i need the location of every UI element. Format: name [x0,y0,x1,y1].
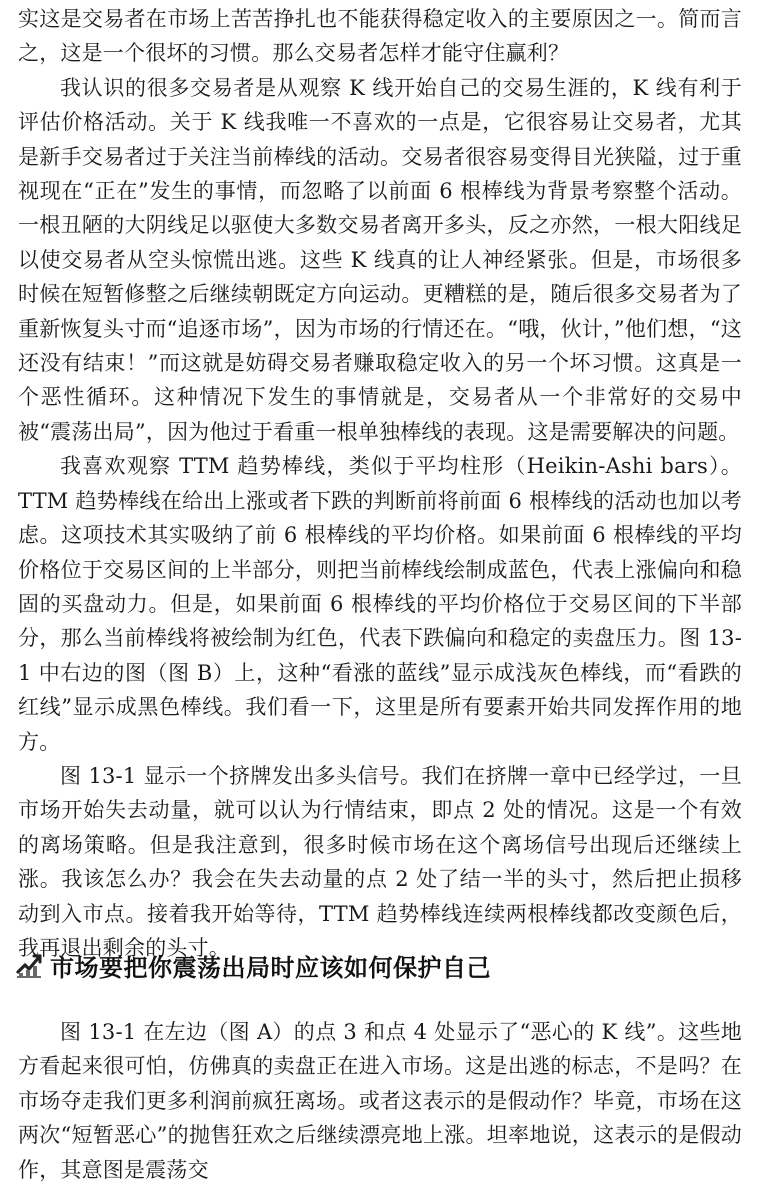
body-text-bottom [18,1015,742,1187]
rising-chart-icon [14,950,44,980]
paragraph-1: 实这是交易者在市场上苦苦挣扎也不能获得稳定收入的主要原因之一。简而言之，这是一个很坏的习惯。那么交易者怎样才能守住赢利？ [18,7,742,66]
paragraph-4: 图 13-1 显示一个挤牌发出多头信号。我们在挤牌一章中已经学过，一旦市场开始失去动量，就可以认为行情结束，即点 2 处的情况。这是一个有效的离场策略。但是我注意到，很多时候市场在这个离场信号出现后还继续上涨。我该怎么办？我会在失去动量的点 2 处了结一半的头寸，然后把止损移动到入市点。接着我开始等待，TTM 趋势棒线连续两根棒线都改变颜色后，我再退出剩余的头寸。 [18,763,742,960]
section-heading [14,945,744,985]
section-title: 市场要把你震荡出局时应该如何保护自己 [50,953,491,982]
body-text-top [18,2,742,965]
paragraph-3: 我喜欢观察 TTM 趋势棒线，类似于平均柱形（Heikin-Ashi bars）。TTM 趋势棒线在给出上涨或者下跌的判断前将前面 6 根棒线的活动也加以考虑。这项技术其实吸纳了前 6 根棒线的平均价格。如果前面 6 根棒线的平均价格位于交易区间的上半部分，则把当前棒线绘制成蓝色，代表上涨偏向和稳固的买盘动力。但是，如果前面 6 根棒线的平均价格位于交易区间的下半部分，那么当前棒线将被绘制为红色，代表下跌偏向和稳定的卖盘压力。图 13-1 中右边的图（图 B）上，这种“看涨的蓝线”显示成浅灰色棒线，而“看跌的红线”显示成黑色棒线。我们看一下，这里是所有要素开始共同发挥作用的地方。 [18,454,742,754]
paragraph-5: 图 13-1 在左边（图 A）的点 3 和点 4 处显示了“恶心的 K 线”。这些地方看起来很可怕，仿佛真的卖盘正在进入市场。这是出逃的标志，不是吗？在市场夺走我们更多利润前疯狂离场。或者这表示的是假动作？毕竟，市场在这两次“短暂恶心”的抛售狂欢之后继续漂亮地上涨。坦率地说，这表示的是假动作，其意图是震荡交 [18,1020,742,1182]
paragraph-2: 我认识的很多交易者是从观察 K 线开始自己的交易生涯的，K 线有利于评估价格活动。关于 K 线我唯一不喜欢的一点是，它很容易让交易者，尤其是新手交易者过于关注当前棒线的活动。交易者很容易变得目光狭隘，过于重视现在“正在”发生的事情，而忽略了以前面 6 根棒线为背景考察整个活动。一根丑陋的大阴线足以驱使大多数交易者离开多头，反之亦然，一根大阳线足以使交易者从空头惊慌出逃。这些 K 线真的让人神经紧张。但是，市场很多时候在短暂修整之后继续朝既定方向运动。更糟糕的是，随后很多交易者为了重新恢复头寸而“追逐市场”，因为市场的行情还在。“哦，伙计，”他们想，“这还没有结束！”而这就是妨碍交易者赚取稳定收入的另一个坏习惯。这真是一个恶性循环。这种情况下发生的事情就是，交易者从一个非常好的交易中被“震荡出局”，因为他过于看重一根单独棒线的表现。这是需要解决的问题。 [18,75,742,444]
